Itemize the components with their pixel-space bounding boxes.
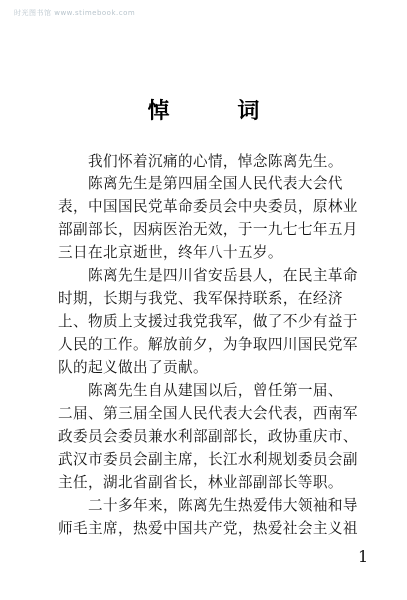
- text-line: 二届、第三届全国人民代表大会代表，西南军: [58, 405, 358, 422]
- text-line: 部副部长，因病医治无效，于一九七七年五月: [58, 221, 358, 238]
- text-line: 人民的工作。解放前夕，为争取四川国民党军: [58, 336, 358, 353]
- text-line: 主任，湖北省副省长，林业部副部长等职。: [58, 474, 343, 491]
- text-line: 陈离先生是第四届全国人民代表大会代: [58, 175, 343, 192]
- text-line: 三日在北京逝世，终年八十五岁。: [58, 244, 283, 261]
- text-line: 我们怀着沉痛的心情，悼念陈离先生。: [58, 153, 343, 170]
- text-line: 陈离先生自从建国以后，曾任第一届、: [58, 382, 343, 399]
- text-line: 上、物质上支援过我党我军，做了不少有益于: [58, 313, 358, 330]
- text-line: 表，中国国民党革命委员会中央委员，原林业: [58, 198, 358, 215]
- page-title: 悼 词: [147, 99, 290, 124]
- text-line: 陈离先生是四川省安岳县人，在民主革命: [58, 267, 358, 284]
- text-line: 时期，长期与我党、我军保持联系，在经济: [58, 290, 343, 307]
- text-line: 二十多年来，陈离先生热爱伟大领袖和导: [58, 497, 358, 514]
- text-line: 武汉市委员会副主席，长江水利规划委员会副: [58, 451, 358, 468]
- text-line: 师毛主席，热爱中国共产党，热爱社会主义祖: [58, 520, 358, 537]
- page-number: 1: [358, 547, 369, 566]
- watermark: 时光图书馆 www.stimebook.com: [14, 9, 136, 17]
- text-line: 政委员会委员兼水利部副部长，政协重庆市、: [58, 428, 358, 445]
- text-line: 队的起义做出了贡献。: [58, 359, 208, 376]
